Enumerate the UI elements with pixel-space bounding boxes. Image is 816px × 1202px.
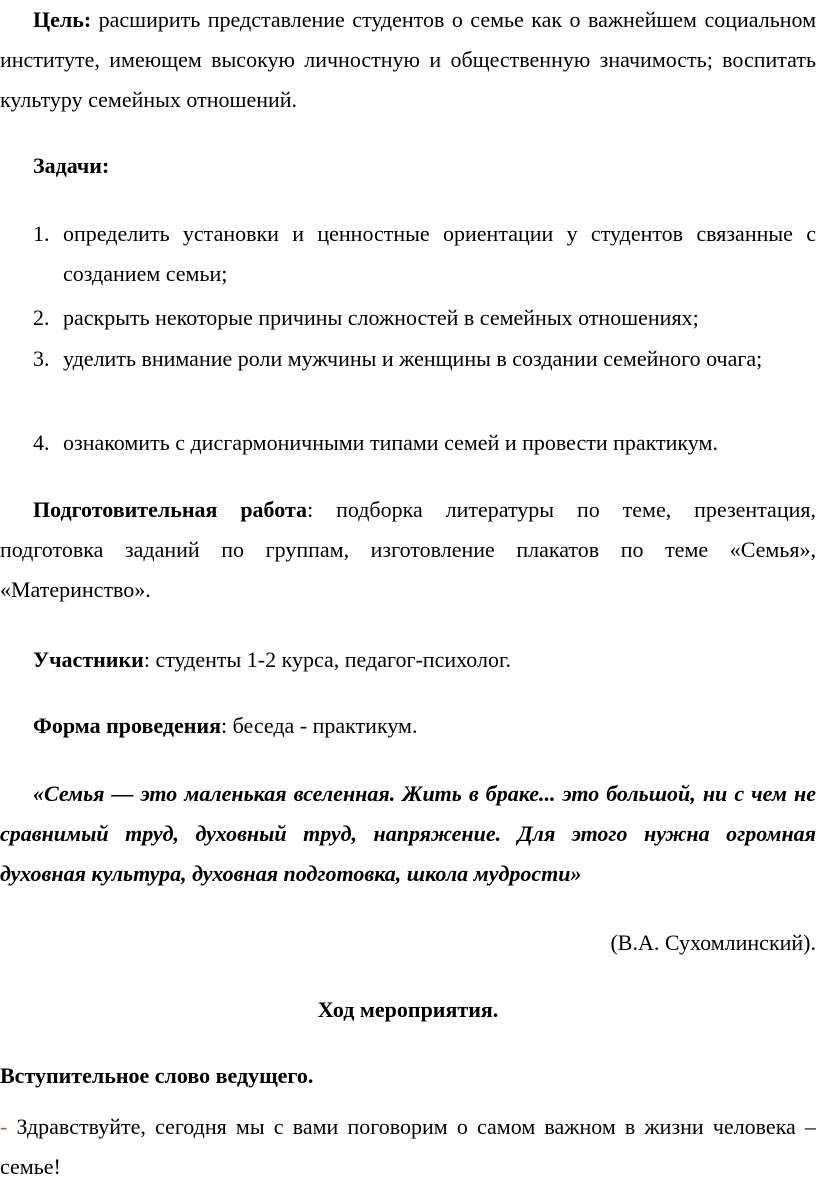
intro-heading-text: Вступительное слово ведущего.	[0, 1063, 314, 1088]
event-heading	[0, 990, 816, 1030]
preparation-label: Подготовительная работа	[33, 497, 308, 522]
preparation-paragraph	[0, 490, 816, 610]
task-text: ознакомить с дисгармоничными типами семей и провести практикум.	[63, 430, 718, 455]
participants-paragraph	[0, 640, 816, 680]
event-heading-text: Ход мероприятия.	[317, 997, 499, 1022]
format-paragraph	[0, 706, 816, 746]
quote-author: (В.А. Сухомлинский).	[610, 930, 816, 955]
task-text: раскрыть некоторые причины сложностей в семейных отношениях;	[63, 305, 699, 330]
participants-text: : студенты 1-2 курса, педагог-психолог.	[143, 647, 512, 672]
goal-paragraph	[0, 0, 816, 120]
task-number: 3.	[33, 346, 50, 371]
intro-paragraph	[0, 1107, 816, 1187]
epigraph-quote: «Семья — это маленькая вселенная. Жить в браке... это большой, ни с чем не сравнимый труд, духовный труд, напряжение. Для этого нужна огромная духовная культура, духовная подготовка, школа мудрости»	[0, 781, 816, 886]
format-text: : беседа - практикум.	[221, 713, 418, 738]
task-text: уделить внимание роли мужчины и женщины в создании семейного очага;	[63, 346, 763, 371]
intro-heading	[0, 1056, 816, 1096]
task-number: 2.	[33, 305, 50, 330]
task-number: 4.	[33, 430, 50, 455]
intro-text: Здравствуйте, сегодня мы с вами поговорим о самом важном в жизни человека – семье!	[0, 1114, 816, 1179]
participants-label: Участники	[33, 647, 144, 672]
preparation-text: : подборка литературы по теме, презентация, подготовка заданий по группам, изготовление плакатов по теме «Семья», «Материнство».	[0, 497, 816, 602]
tasks-heading	[0, 146, 816, 186]
task-number: 1.	[33, 221, 50, 246]
goal-label: Цель:	[33, 7, 92, 32]
dash-mark: -	[0, 1114, 8, 1139]
format-label: Форма проведения	[33, 713, 221, 738]
goal-text: расширить представление студентов о семье как о важнейшем социальном институте, имеющем высокую личностную и общественную значимость; воспитать культуру семейных отношений.	[0, 7, 816, 112]
task-text: определить установки и ценностные ориентации у студентов связанные с созданием семьи;	[63, 221, 816, 286]
tasks-heading-text: Задачи:	[33, 153, 110, 178]
